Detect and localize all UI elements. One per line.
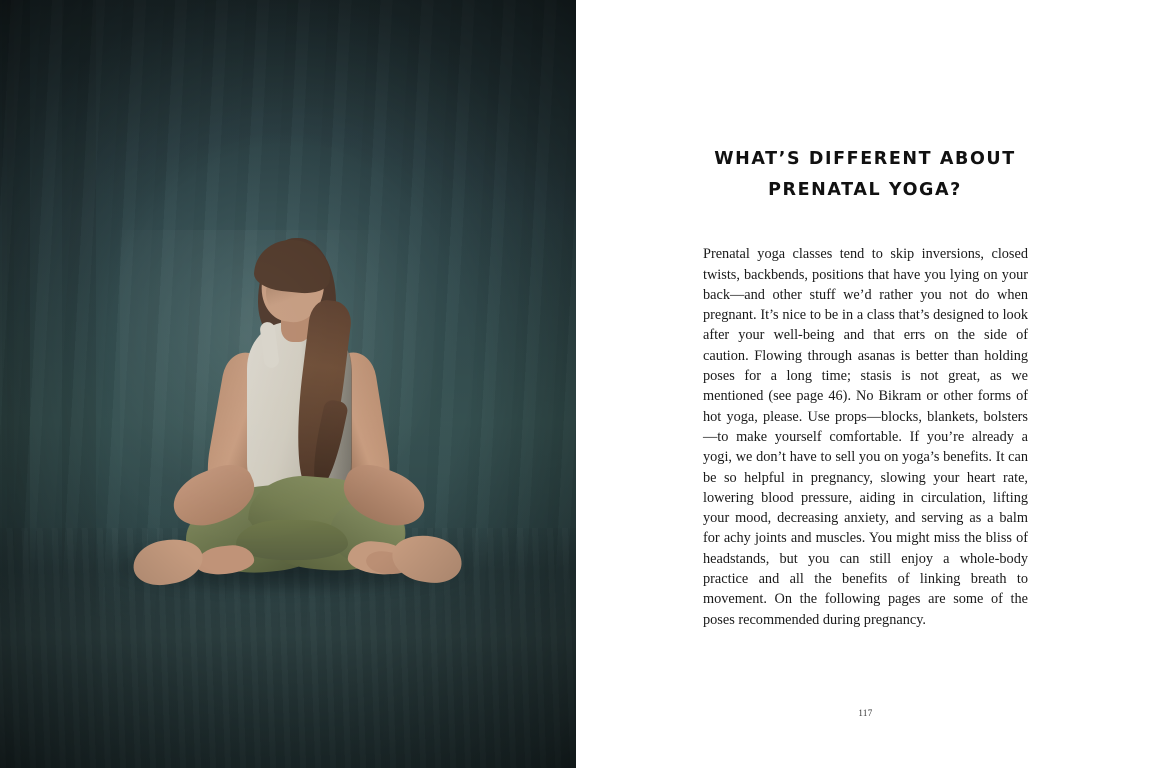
page-title [702,144,1028,206]
text-page [576,0,1152,768]
page-title-line-1: WHAT’S DIFFERENT ABOUT [714,148,1016,169]
page-number: 117 [858,708,873,718]
body-paragraph: Prenatal yoga classes tend to skip inversions, closed twists, backbends, positions that have you lying on your back—and other stuff we’d rather you not do when pregnant. It’s nice to be in a class that’s designed to look after your well-being and that errs on the side of caution. Flowing through asanas is better than holding poses for a long time; stasis is not great, as we mentioned (see page 46). No Bikram or other forms of hot yoga, please. Use props—blocks, blankets, bolsters—to make yourself comfortable. If you’re already a yogi, we don’t have to sell you on yoga’s benefits. It can be so helpful in pregnancy, slowing your heart rate, lowering blood pressure, aiding in circulation, lifting your mood, decreasing anxiety, and serving as a balm for achy joints and muscles. You might miss the bliss of headstands, but you can still enjoy a whole-body practice and all the benefits of linking breath to movement. On the following pages are some of the poses recommended during pregnancy. [703,246,1028,628]
crossed-shins [236,520,348,560]
page-title-line-2: PRENATAL YOGA? [768,179,962,200]
